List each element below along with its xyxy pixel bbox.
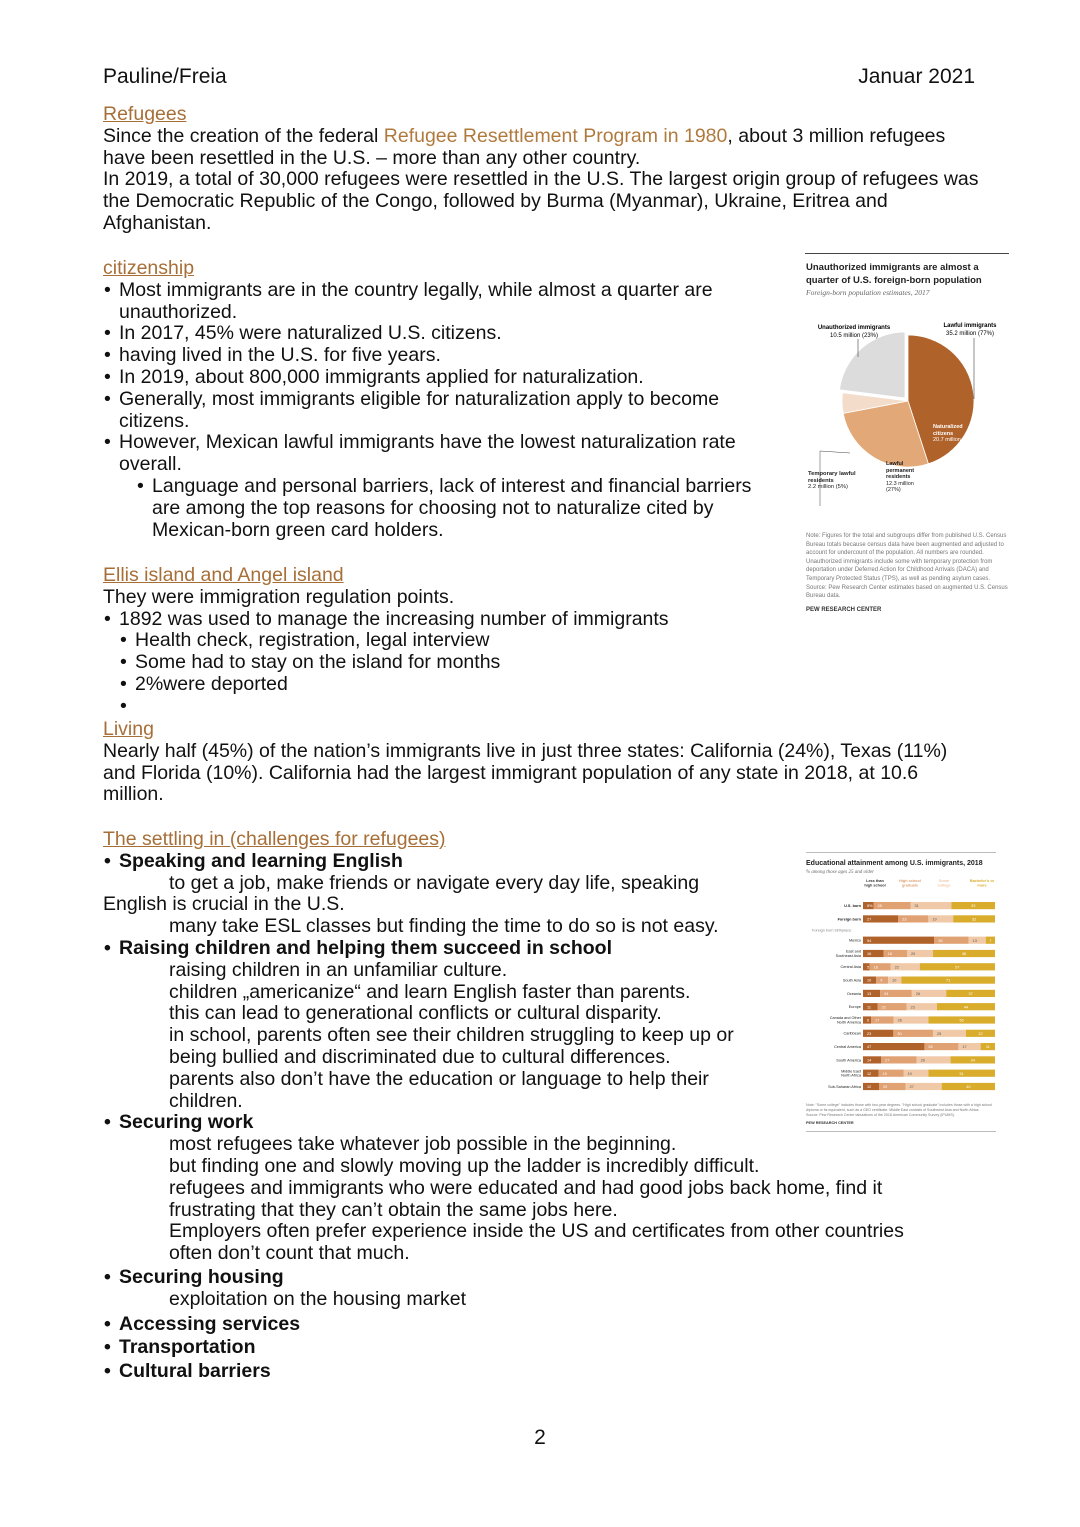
bar-value-label: 23 <box>910 1005 915 1010</box>
pie-chart-title: Unauthorized immigrants are almost a quarter of U.S. foreign-born population <box>806 262 982 286</box>
figure-1-top-rule <box>805 253 1009 254</box>
row-label: Sub-Saharan Africa <box>828 1084 861 1089</box>
refugees-paragraph-1 <box>103 126 983 170</box>
lpr-slice-value: 12.3 million (27%) <box>886 480 914 493</box>
refugees-p1-text-end: , about 3 million refugees have been resettled in the U.S. – more than any other country. <box>103 124 946 169</box>
english-line-1: to get a job, make friends or navigate every day life, speaking <box>169 871 700 894</box>
temporary-slice-label: Temporary lawful residents <box>808 471 856 484</box>
bar-value-label: 51 <box>959 1071 964 1076</box>
row-label: Mexico <box>848 938 861 943</box>
children-line: parents also don’t have the education or language to help their children. <box>169 1067 709 1112</box>
legend-label: Some <box>938 879 950 883</box>
pie-chart-org: PEW RESEARCH CENTER <box>806 606 882 613</box>
legend-label: Bachelor’s or <box>969 879 995 883</box>
row-label: South America <box>836 1058 861 1063</box>
row-label: East and <box>846 949 861 954</box>
row-label: Middle East <box>841 1069 861 1074</box>
ellis-intro: They were immigration regulation points. <box>103 585 455 608</box>
list-item: • However, Mexican lawful immigrants have the lowest naturalization rate overall. <box>103 432 783 476</box>
bar-value-label: 26 <box>897 1018 902 1023</box>
bar-value-label: 11 <box>867 1005 871 1010</box>
lawful-group-label: Lawful immigrants <box>943 323 997 329</box>
ellis-sublist <box>119 630 783 717</box>
figure-2-bottom-rule <box>806 1131 996 1132</box>
work-line: most refugees take whatever job possible in the beginning. <box>169 1133 677 1156</box>
bar-value-label: 5 <box>867 965 870 970</box>
children-lines <box>103 960 769 1113</box>
list-item: • Accessing services <box>103 1313 953 1337</box>
row-label: Caribbean <box>843 1031 861 1036</box>
bar-value-label: 54 <box>867 938 872 943</box>
row-label: Oceania <box>846 991 861 996</box>
bar-value-label: 37 <box>968 992 973 996</box>
list-item: • having lived in the U.S. for five years. <box>103 345 783 367</box>
temporary-label-box <box>808 471 878 491</box>
refugees-paragraph-2: In 2019, a total of 30,000 refugees were resettled in the U.S. The largest origin group of refugees was the Democratic Republic of the Congo, followed by Burma (Myanmar), Ukraine, Eritrea and Afghanistan. <box>103 168 979 234</box>
row-label: South Asia <box>842 978 861 983</box>
list-item: • Securing work <box>103 1112 953 1134</box>
bar-value-label: 57 <box>955 965 960 970</box>
bar-value-label: 34 <box>970 1058 975 1063</box>
pie-chart-subtitle: Foreign-born population estimates, 2017 <box>806 288 930 297</box>
row-label: Southeast Asia <box>835 953 861 958</box>
legend-label: more <box>977 883 987 888</box>
bar-chart-source: Source: Pew Research Center tabulations of the 2018 American Community Survey (IPUMS). <box>806 1113 956 1117</box>
header-author: Pauline/Freia <box>103 65 227 88</box>
list-item: • Speaking and learning English <box>103 851 953 873</box>
bar-value-label: 7 <box>989 938 992 943</box>
children-line: children „americanize“ and learn English faster than parents. <box>169 980 691 1003</box>
row-label: Foreign born <box>837 917 861 922</box>
bar-value-label: 27 <box>867 917 872 922</box>
bar-value-label: 22 <box>894 965 899 970</box>
bar-group-label: Foreign born birthplace: <box>812 928 853 933</box>
list-item: • Some had to stay on the island for months <box>119 652 783 674</box>
bar-value-label: 13 <box>867 992 872 996</box>
bar-value-label: 24 <box>884 992 889 996</box>
legend-label: college <box>937 883 951 888</box>
refugees-p1-text: Since the creation of the federal <box>103 124 384 147</box>
refugees-section <box>103 104 983 235</box>
refugees-heading: Refugees <box>103 103 187 125</box>
row-label: U.S. born <box>844 904 861 908</box>
legend-label: Less than <box>866 879 884 883</box>
living-heading: Living <box>103 718 154 740</box>
bar-chart-org: PEW RESEARCH CENTER <box>806 1121 854 1125</box>
bar-value-label: 33 <box>971 904 976 909</box>
figure-2-top-rule <box>806 852 996 853</box>
bar-value-label: 18 <box>887 952 892 957</box>
living-text: Nearly half (45%) of the nation’s immigrants live in just three states: California (24%), Texas (11%) and Florida (10%). California had the largest immigrant population of any state in 2018, at 10.6 million. <box>103 739 948 806</box>
bar-segment <box>863 1056 881 1063</box>
bar-value-label: 32 <box>971 917 977 922</box>
settling-other-list <box>103 1313 953 1384</box>
list-item: • In 2019, about 800,000 immigrants applied for naturalization. <box>103 367 783 389</box>
bar-chart-svg <box>806 876 998 1103</box>
bar-value-label: 26 <box>938 938 943 943</box>
citizenship-sublist <box>136 476 766 541</box>
unauthorized-group-label: Unauthorized immigrants <box>817 325 891 331</box>
bar-value-label: 11 <box>985 1045 990 1050</box>
page-number: 2 <box>534 1426 546 1449</box>
citizenship-list <box>103 280 783 476</box>
bar-value-label: 20 <box>911 952 916 957</box>
bar-value-label: 44 <box>963 1005 969 1010</box>
bar-value-label: 40 <box>966 1085 971 1090</box>
legend-label: high school <box>864 883 886 888</box>
work-lines <box>103 1134 949 1265</box>
pie-chart-figure <box>806 261 1008 613</box>
bar-segment <box>863 937 934 944</box>
bar-value-label: 23 <box>867 1031 872 1036</box>
work-line: refugees and immigrants who were educated and had good jobs back home, find it frustrating that they can’t obtain the same jobs here. <box>169 1176 883 1221</box>
row-label: North America <box>836 1020 861 1025</box>
list-item: • Language and personal barriers, lack of interest and financial barriers are among the top reasons for choosing not to naturalize cited by Mexican-born green card holders. <box>136 476 766 541</box>
naturalized-slice-label: Naturalized citizens <box>933 424 963 437</box>
bar-value-label: 28 <box>877 904 882 909</box>
pie-slice-unauthorized-immigrants <box>840 332 905 398</box>
list-item: • 2%were deported <box>119 674 783 696</box>
naturalized-label-box <box>933 424 983 464</box>
bar-value-label: 31 <box>914 904 919 909</box>
bar-chart-subtitle: % among those ages 25 and older <box>806 870 875 875</box>
lpr-slice-label: Lawful permanent residents <box>886 461 915 480</box>
bar-value-label: 47 <box>867 1045 872 1050</box>
bar-value-label: 27 <box>885 1058 890 1063</box>
bar-value-label: 25 <box>936 1031 942 1036</box>
bar-value-label: 8% <box>867 904 873 909</box>
list-item: • 1892 was used to manage the increasing number of immigrants <box>103 609 783 631</box>
bar-value-label: 19 <box>932 917 937 922</box>
housing-line: exploitation on the housing market <box>169 1287 467 1310</box>
citizenship-heading: citizenship <box>103 257 195 279</box>
resettlement-program-link: Refugee Resettlement Program in 1980 <box>383 124 728 147</box>
unauthorized-group-value: 10.5 million (23%) <box>829 333 879 339</box>
row-label: Central Asia <box>840 965 861 970</box>
list-item: • Generally, most immigrants eligible for naturalization apply to become citizens. <box>103 389 783 433</box>
bar-value-label: 22 <box>881 1005 886 1010</box>
bar-segment <box>863 1043 924 1050</box>
bar-value-label: 27 <box>909 1085 914 1090</box>
bar-value-label: 48 <box>961 952 967 957</box>
bar-value-label: 50 <box>959 1018 964 1023</box>
bar-value-label: 16 <box>867 952 872 957</box>
bar-segment <box>863 990 880 997</box>
settling-heading: The settling in (challenges for refugees) <box>103 828 446 850</box>
settling-housing-list <box>103 1267 953 1289</box>
list-item: • Cultural barriers <box>103 1360 953 1384</box>
bar-value-label: 17 <box>962 1045 967 1050</box>
list-item: • Transportation <box>103 1336 953 1360</box>
children-line: in school, parents often see their children struggling to keep up or being bullied and discriminated due to cultural differences. <box>169 1024 734 1068</box>
bar-value-label: 71 <box>946 978 951 983</box>
bar-value-label: 30 <box>897 1031 902 1036</box>
bar-value-label: 12 <box>867 1071 872 1076</box>
ellis-list <box>103 609 783 631</box>
list-item: • Health check, registration, legal interview <box>119 630 783 652</box>
list-item: • Most immigrants are in the country legally, while almost a quarter are unauthorized. <box>103 280 783 324</box>
list-item: • In 2017, 45% were naturalized U.S. citizens. <box>103 323 783 345</box>
children-line: this can lead to generational conflicts or cultural disparity. <box>169 1002 662 1025</box>
english-line-3: many take ESL classes but finding the time to do so is not easy. <box>169 915 719 938</box>
pie-chart-source: Source: Pew Research Center estimates based on augmented U.S. Census Bureau data. <box>806 584 1008 600</box>
bar-value-label: 16 <box>873 965 878 970</box>
bar-value-label: 22 <box>978 1031 983 1036</box>
legend-label: graduate <box>901 883 919 888</box>
row-label: North Africa <box>841 1073 861 1078</box>
row-label: Europe <box>848 1005 861 1010</box>
legend-label: High school <box>899 879 921 883</box>
bar-value-label: 17 <box>875 1018 880 1023</box>
english-line-2: English is crucial in the U.S. <box>103 893 345 916</box>
bar-value-label: 9 <box>880 978 883 983</box>
bar-segment <box>969 937 986 944</box>
bar-value-label: 10 <box>867 978 872 983</box>
bar-value-label: 23 <box>902 917 907 922</box>
lpr-label-box <box>886 461 930 501</box>
header-date: Januar 2021 <box>858 65 975 88</box>
bar-value-label: 19 <box>882 1071 887 1076</box>
living-section <box>103 719 983 806</box>
bar-value-label: 26 <box>920 1058 925 1063</box>
bar-value-label: 10 <box>892 978 897 983</box>
bar-value-label: 14 <box>867 1058 872 1063</box>
list-item: • Securing housing <box>103 1267 953 1289</box>
work-line: Employers often prefer experience inside the US and certificates from other countries often don’t count that much. <box>169 1220 904 1265</box>
children-line: raising children in an unfamiliar culture. <box>169 958 508 981</box>
bar-value-label: 26 <box>915 992 921 996</box>
naturalized-slice-value: 20.7 million (45%) <box>933 437 978 443</box>
bar-value-label: 12 <box>867 1085 872 1090</box>
ellis-section <box>103 565 783 718</box>
bar-value-label: 20 <box>883 1085 888 1090</box>
citizenship-section <box>103 258 783 541</box>
lawful-group-value: 35.2 million (77%) <box>945 331 995 337</box>
pie-chart-note: Note: Figures for the total and subgroups differ from published U.S. Census Bureau totals because census data have been augmented and adjusted to account for undercount of the population. All numbers are rounded. Unauthorized immigrants include some with temporary protection from deportation under Deferred Action for Childhood Arrivals (DACA) and Temporary Protected Status (TPS), as well as pending asylum cases. <box>806 533 1007 582</box>
row-label: Canada and Other <box>829 1016 861 1021</box>
work-line: but finding one and slowly moving up the ladder is incredibly difficult. <box>169 1154 760 1177</box>
list-item <box>119 696 783 718</box>
list-item: • Raising children and helping them succeed in school <box>103 938 953 960</box>
bar-value-label: 26 <box>928 1045 933 1050</box>
bar-value-label: 6 <box>867 1018 870 1023</box>
bar-value-label: 19 <box>907 1071 912 1076</box>
row-label: Central America <box>833 1045 861 1049</box>
bar-chart-figure <box>806 859 998 1132</box>
bar-value-label: 13 <box>972 938 977 943</box>
temporary-slice-value: 2.2 million (5%) <box>808 484 848 491</box>
bar-chart-note: Note: "Some college" includes those with two-year degrees. "High school graduate" includes those with a high school diploma or its equivalent, such as a GED certificate. Middle East consists of Southwest Asia and North Africa. <box>806 1103 993 1112</box>
ellis-heading: Ellis island and Angel island <box>103 564 344 586</box>
bar-chart-title: Educational attainment among U.S. immigrants, 2018 <box>806 860 983 867</box>
